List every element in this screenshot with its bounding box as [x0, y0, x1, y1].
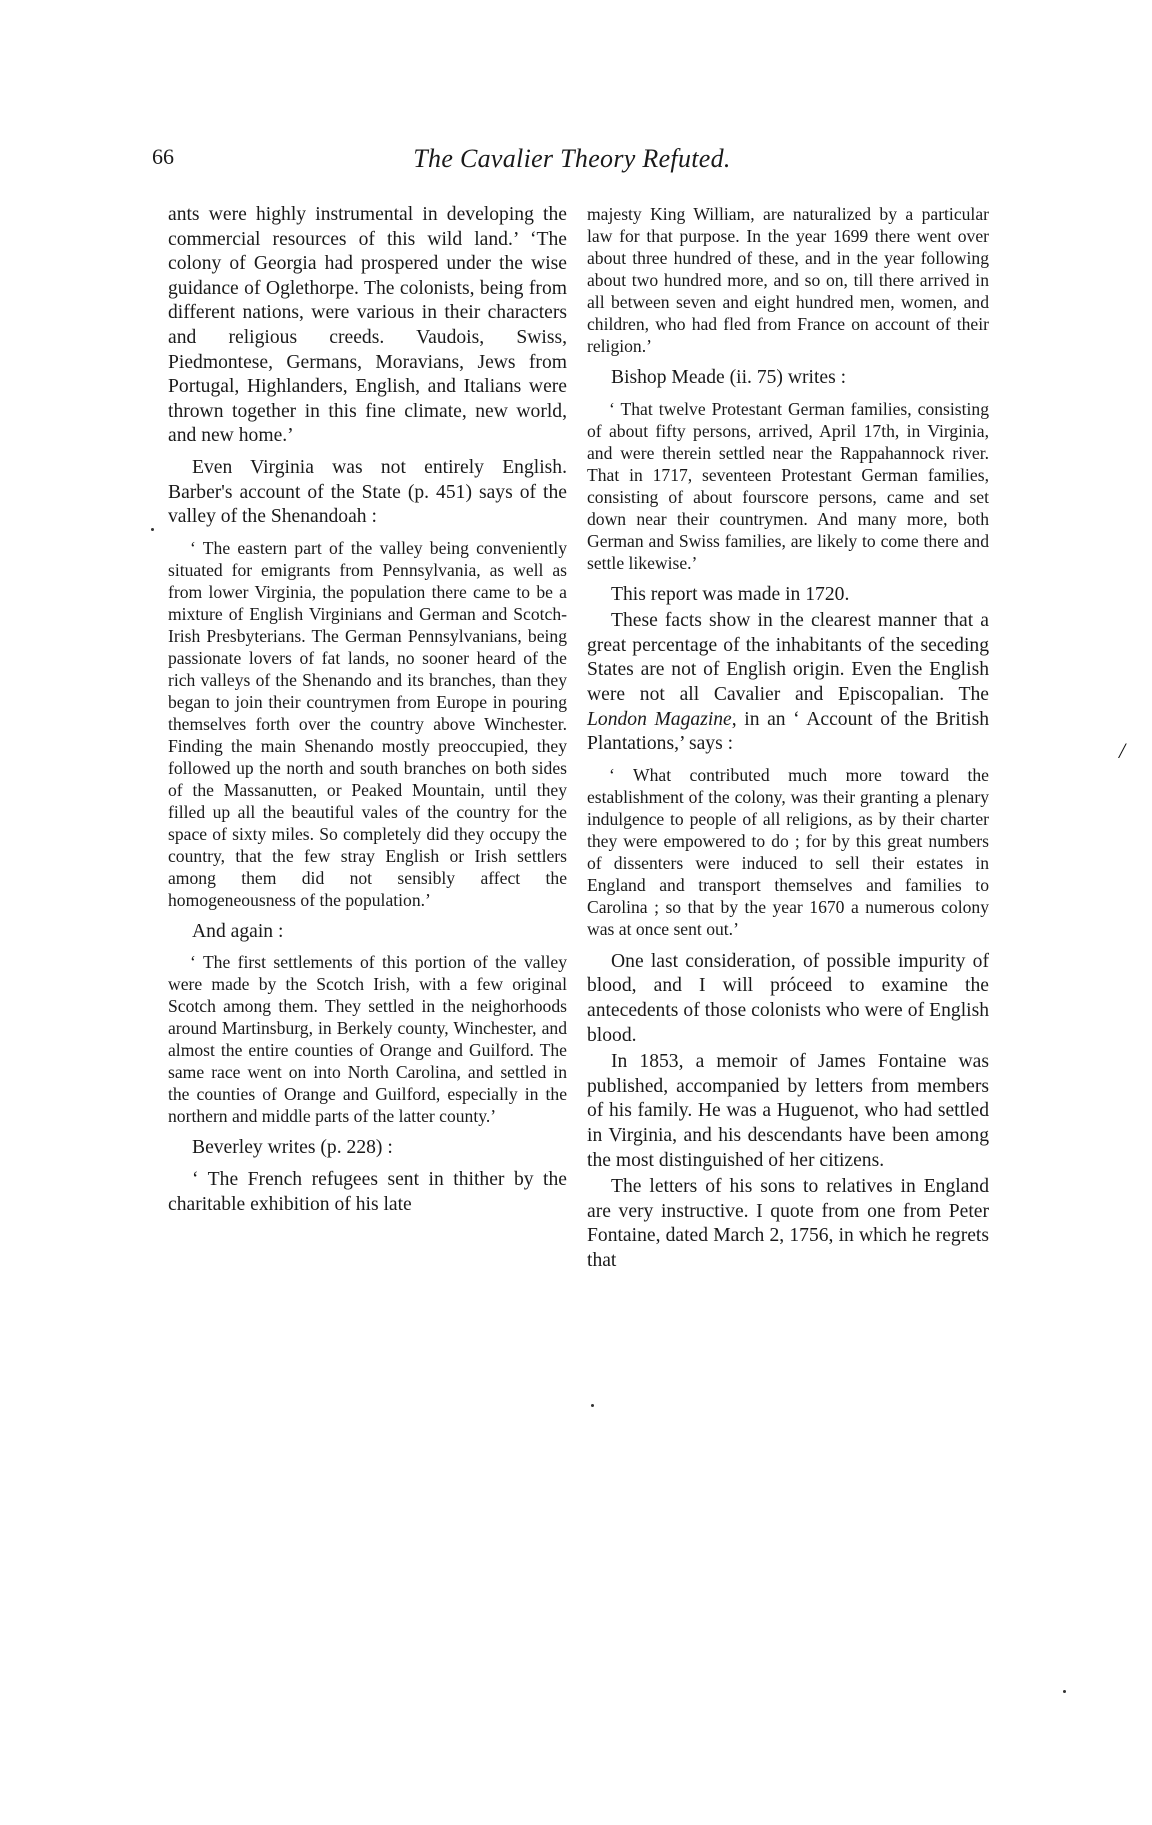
right-column: [587, 203, 989, 1280]
block-quote: ‘ That twelve Protestant German families, consisting of about fifty persons, arrived, April 17th, in Virginia, and were therein settled near the Rappahannock river. That in 1717, seventeen Protestant German families, consisting of about fourscore persons, came and set down near their countrymen. And many more, both German and Swiss families, are likely to come there and settle likewise.’: [587, 398, 989, 573]
paragraph: Beverley writes (p. 228) :: [192, 1137, 393, 1159]
page-header: [152, 144, 992, 184]
block-quote: ‘ The eastern part of the valley being conveniently situated for emigrants from Pennsylvania, as well as from lower Virginia, the population there came to be a mixture of English Virginians and German and Scotch-Irish Presbyterians. The German Pennsylvanians, being passionate lovers of fat lands, no sooner heard of the rich valleys of the Shenando and its branches, than they began to join their countrymen from Europe in pouring themselves forth over the country above Winchester. Finding the main Shenando mostly preoccupied, they followed up the north and south branches on both sides of the Massanutten, or Peaked Mountain, until they filled up all the beautiful vales of the country for the space of sixty miles. So completely did they occupy the country, that the few stray English or Irish settlers among them did not sensibly affect the homogeneousness of the population.’: [168, 537, 567, 910]
paragraph: This report was made in 1720.: [611, 583, 850, 605]
pencil-mark: /: [1119, 738, 1126, 763]
left-column: [168, 203, 567, 1224]
paragraph: ants were highly instrumental in developing the commercial resources of this wild land.’ ‘The colony of Georgia had prospered under the wise guidance of Oglethorpe. The colonists, being from different nations, were various in their characters and religious creeds. Vaudois, Swiss, Piedmontese, Germans, Moravians, Jews from Portugal, Highlanders, English, and Italians were thrown together in this fine climate, new world, and new home.’: [168, 204, 567, 447]
paragraph: Even Virginia was not entirely English. Barber's account of the State (p. 451) says of the valley of the Shenandoah :: [168, 456, 567, 528]
text-run: , in an ‘ Account of the British Plantations,’ says :: [587, 708, 989, 755]
publication-title: London Magazine: [587, 708, 732, 730]
block-quote: ‘ What contributed much more toward the establishment of the colony, was their granting a plenary indulgence to people of all religions, as by their charter they were empowered to do ; for by this great numbers of dissenters were induced to sell their estates in England and transport themselves and families to Carolina ; so that by the year 1670 a numerous colony was at once sent out.’: [587, 764, 989, 939]
stray-mark: [1063, 1690, 1066, 1693]
block-quote-continued: majesty King William, are naturalized by a particular law for that purpose. In the year 1699 there went over about three hundred of these, and in the year following about two hundred more, and so on, till there arrived in all between seven and eight hundred men, women, and children, who had fled from France on account of their religion.’: [587, 204, 989, 356]
page-number: 66: [152, 144, 174, 169]
paragraph: Bishop Meade (ii. 75) writes :: [611, 367, 847, 388]
running-title: The Cavalier Theory Refuted.: [413, 144, 731, 173]
paragraph: In 1853, a memoir of James Fontaine was published, accompanied by letters from members of his family. He was a Huguenot, who had settled in Virginia, and his descendants have been among the most distinguished of her citizens.: [587, 1051, 989, 1171]
paragraph: One last consideration, of possible impurity of blood, and I will próceed to examine the antecedents of those colonists who were of English blood.: [587, 950, 989, 1046]
block-quote: ‘ The first settlements of this portion of the valley were made by the Scotch Irish, with a few original Scotch among them. They settled in the neighorhoods around Martinsburg, in Berkely county, Winchester, and almost the entire counties of Orange and Guilford. The same race went on into North Carolina, and settled in the counties of Orange and Guilford, especially in the northern and middle parts of the latter county.’: [168, 952, 567, 1127]
stray-mark: [591, 1404, 594, 1407]
stray-mark: [151, 528, 154, 531]
paragraph: And again :: [192, 920, 284, 942]
text-run: These facts show in the clearest manner that a great percentage of the inhabitants of the seceding States are not of English origin. Even the English were not all Cavalier and Episcopalian. The: [587, 610, 989, 705]
paragraph: [587, 609, 989, 757]
paragraph: The letters of his sons to relatives in England are very instructive. I quote from one from Peter Fontaine, dated March 2, 1756, in which he regrets that: [587, 1176, 989, 1271]
block-quote: ‘ The French refugees sent in thither by the charitable exhibition of his late: [168, 1168, 567, 1215]
